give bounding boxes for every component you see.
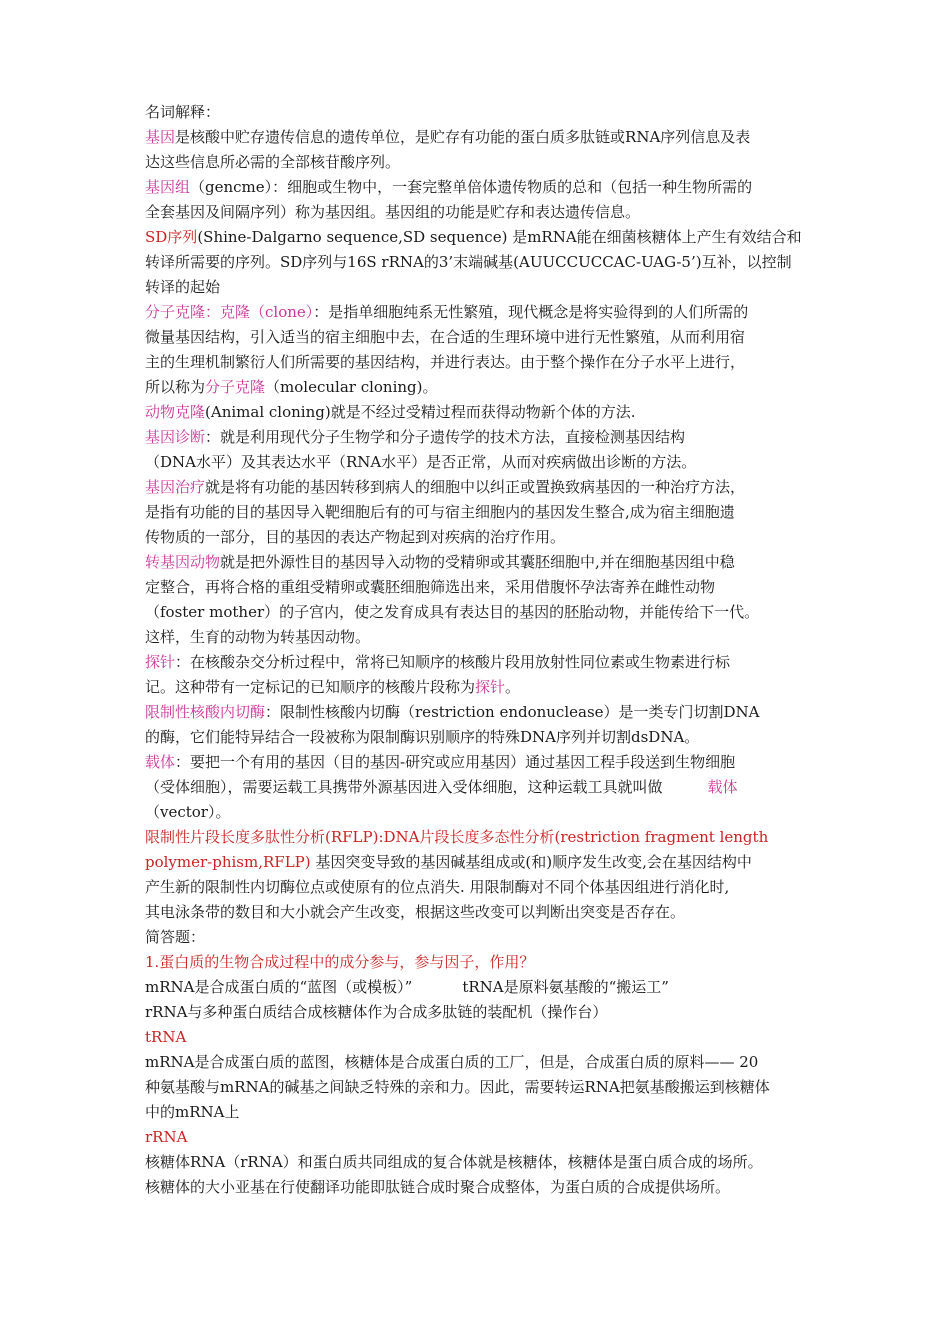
entry-probe [145,650,810,700]
def-text: 产生新的限制性内切酶位点或使原有的位点消失. 用限制酶对不同个体基因组进行消化时, [145,878,730,896]
def-text: （molecular cloning)。 [265,378,438,396]
def-text: 微量基因结构，引入适当的宿主细胞中去，在合适的生理环境中进行无性繁殖，从而利用宿 [145,328,746,346]
entry-genome [145,175,810,225]
question-title: 1.蛋白质的生物合成过程中的成分参与，参与因子，作用？ [145,953,535,971]
answer-text: mRNA是合成蛋白质的蓝图，核糖体是合成蛋白质的工厂，但是，合成蛋白质的原料—— 20 [145,1053,759,1071]
answer-text: mRNA是合成蛋白质的“蓝图（或模板）” [145,978,413,996]
term-rflp-continued: polymer-phism,RFLP) [145,853,311,871]
subheading-trna: tRNA [145,1028,187,1046]
term-restriction-enzyme: 限制性核酸内切酶 [145,703,266,721]
def-text: 的酶，它们能特异结合一段被称为限制酶识别顺序的特殊DNA序列并切割dsDNA。 [145,728,700,746]
section-heading-terms: 名词解释： [145,103,221,121]
def-text: 传物质的一部分，目的基因的表达产物起到对疾病的治疗作用。 [145,528,566,546]
def-text: 主的生理机制繁衍人们所需要的基因结构，并进行表达。由于整个操作在分子水平上进行， [145,353,746,371]
document-page [145,100,810,1200]
subheading-rrna: rRNA [145,1128,188,1146]
entry-molecular-cloning [145,300,810,400]
entry-animal-cloning [145,400,810,425]
def-text: (Animal cloning)就是不经过受精过程而获得动物新个体的方法. [205,403,636,421]
term-gene: 基因 [145,128,176,146]
def-text: 定整合，再将合格的重组受精卵或囊胚细胞筛选出来，采用借腹怀孕法寄养在雌性动物 [145,578,716,596]
def-text: （vector）。 [145,803,231,821]
def-text: 转译的起始 [145,278,221,296]
term-gene-diagnosis: 基因诊断 [145,428,206,446]
def-text: （受体细胞），需要运载工具携带外源基因进入受体细胞，这种运载工具就叫做 [145,778,663,796]
def-text: ：是指单细胞纯系无性繁殖，现代概念是将实验得到的人们所需的 [313,303,749,321]
entry-restriction-enzyme [145,700,810,750]
answer-text: 中的mRNA上 [145,1103,240,1121]
entry-transgenic-animal [145,550,810,650]
answer-text: 种氨基酸与mRNA的碱基之间缺乏特殊的亲和力。因此，需要转运RNA把氨基酸搬运到核糖体 [145,1078,770,1096]
term-genome: 基因组 [145,178,191,196]
def-text: 就是将有功能的基因转移到病人的细胞中以纠正或置换致病基因的一种治疗方法， [205,478,746,496]
def-text: 是指有功能的目的基因导入靶细胞后有的可与宿主细胞内的基因发生整合,成为宿主细胞遗 [145,503,735,521]
term-transgenic-animal: 转基因动物 [145,553,221,571]
entry-gene-diagnosis [145,425,810,475]
def-text: ：在核酸杂交分析过程中，常将已知顺序的核酸片段用放射性同位素或生物素进行标 [175,653,731,671]
answer-text: 核糖体的大小亚基在行使翻译功能即肽链合成时聚合成整体，为蛋白质的合成提供场所。 [145,1178,731,1196]
question-1 [145,950,810,1200]
def-text: 就是把外源性目的基因导入动物的受精卵或其囊胚细胞中,并在细胞基因组中稳 [220,553,735,571]
term-sd-sequence: SD序列 [145,228,198,246]
term-molecular-cloning: 分子克隆：克隆（clone） [145,303,314,321]
def-text: （gencme）：细胞或生物中，一套完整单倍体遗传物质的总和（包括一种生物所需的 [190,178,753,196]
def-text: ：就是利用现代分子生物学和分子遗传学的技术方法，直接检测基因结构 [205,428,686,446]
def-text: （foster mother）的子宫内，使之发育成具有表达目的基因的胚胎动物，并能传给下一代。 [145,603,760,621]
term-inline-vector: 载体 [707,778,738,796]
term-inline-molecular-cloning: 分子克隆 [205,378,266,396]
def-text: 这样，生育的动物为转基因动物。 [145,628,371,646]
def-text: 基因突变导致的基因碱基组成或(和)顺序发生改变,会在基因结构中 [310,853,752,871]
entry-sd-sequence [145,225,810,300]
def-text: (Shine-Dalgarno sequence,SD sequence) 是mRNA能在细菌核糖体上产生有效结合和 [197,228,802,246]
def-text: 其电泳条带的数目和大小就会产生改变，根据这些改变可以判断出突变是否存在。 [145,903,686,921]
term-vector: 载体 [145,753,176,771]
def-text: 达这些信息所必需的全部核苷酸序列。 [145,153,401,171]
entry-rflp [145,825,810,925]
entry-gene-therapy [145,475,810,550]
entry-vector [145,750,810,825]
term-animal-cloning: 动物克隆 [145,403,206,421]
def-text: 是核酸中贮存遗传信息的遗传单位，是贮存有功能的蛋白质多肽链或RNA序列信息及表 [175,128,751,146]
def-text: 全套基因及间隔序列）称为基因组。基因组的功能是贮存和表达遗传信息。 [145,203,641,221]
answer-text: 核糖体RNA（rRNA）和蛋白质共同组成的复合体就是核糖体，核糖体是蛋白质合成的场所。 [145,1153,763,1171]
def-text: ：要把一个有用的基因（目的基因-研究或应用基因）通过基因工程手段送到生物细胞 [175,753,736,771]
def-text: （DNA水平）及其表达水平（RNA水平）是否正常，从而对疾病做出诊断的方法。 [145,453,697,471]
def-text: 转译所需要的序列。SD序列与16S rRNA的3’末端碱基(AUUCCUCCAC-UAG-5’)互补，以控制 [145,253,792,271]
section-heading-short-answer: 简答题： [145,928,206,946]
def-text: 记。这种带有一定标记的已知顺序的核酸片段称为 [145,678,476,696]
entry-gene [145,125,810,175]
def-text: 。 [505,678,521,696]
answer-text: rRNA与多种蛋白质结合成核糖体作为合成多肽链的装配机（操作台） [145,1003,608,1021]
term-probe: 探针 [145,653,176,671]
term-gene-therapy: 基因治疗 [145,478,206,496]
def-text: ：限制性核酸内切酶（restriction endonuclease）是一类专门切割DNA [265,703,760,721]
term-inline-probe: 探针 [475,678,506,696]
answer-text: tRNA是原料氨基酸的“搬运工” [462,978,669,996]
def-text: 所以称为 [145,378,206,396]
term-rflp: 限制性片段长度多肽性分析(RFLP):DNA片段长度多态性分析(restriction fragment length [145,828,769,846]
